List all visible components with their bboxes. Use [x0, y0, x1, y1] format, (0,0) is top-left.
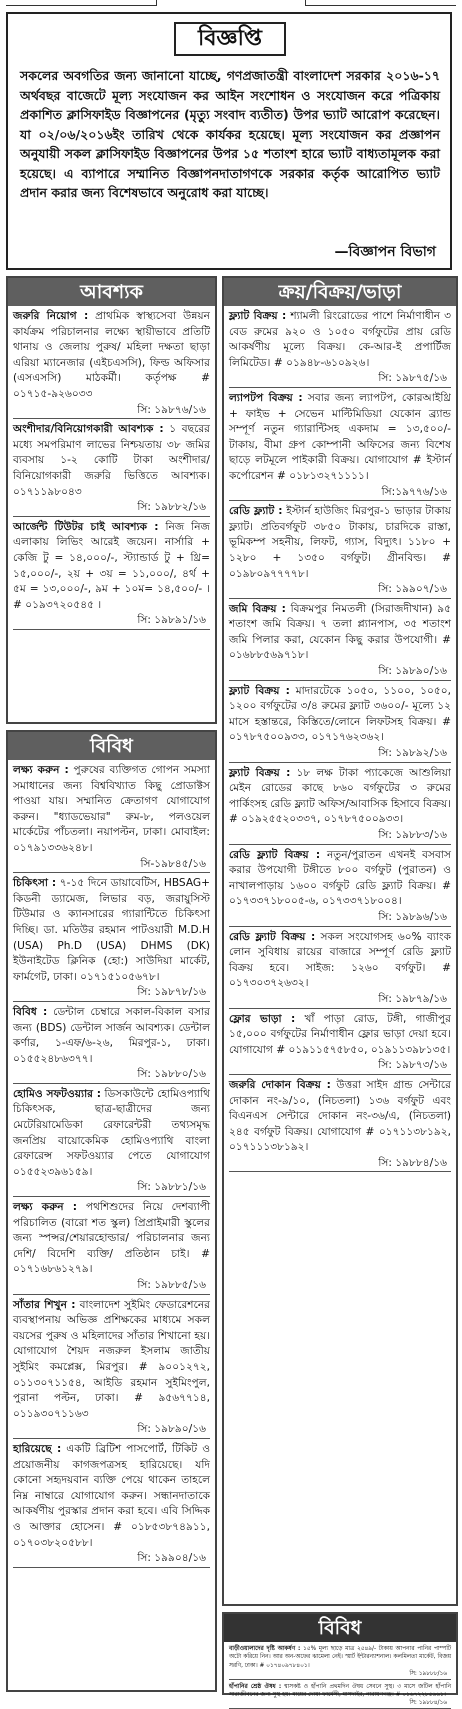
ad-body: পুরুষের ব্যক্তিগত গোপন সমস্যা সমাধানের জন্য বিশ্ববিখ্যাত কিছু প্রোডাক্টস পাওয়া যায়। সম্মানিত ক্রেতাগণ যোগাযোগ করুন। "ধ্যাডভেয়ার" রুম-৮, পলওয়েল মার্কেটের পাঁচতলা। নয়াপল্টন, ঢাকা। মোবাইল: ০১৭৯১৩৩৬২৪৮। — [13, 764, 210, 854]
ad-body: ৭-১৫ দিনে ডায়াবেটিস, HBSAG+ কিডনী ড্যামেজ, লিভার বড়, জরায়ুসিস্ট টিউমার ও ক্যানসারের গ্যারান্টিতে চিকিৎসা দিচ্ছি। ডা. মতিউর রহমান পাটওয়ারী M.D.H (USA) Ph.D (USA) DHMS (DK) ইউনাইটেড ক্লিনিক (হো:) সাউদিয়া মার্কেট, ফার্মগেট, ঢাকা। ০১৭১৫১০৫৬৭৮। — [13, 877, 210, 983]
bibidh-title-left: বিবিধ — [8, 732, 215, 760]
classified-ad — [229, 1012, 451, 1075]
ad-text — [229, 1012, 451, 1059]
ad-text — [13, 876, 210, 985]
ad-code: সি: ১৯৮৮৫/১৬ — [13, 1278, 210, 1295]
notice-signature: —বিজ্ঞাপন বিভাগ — [334, 244, 436, 260]
ad-code: সি: ১৯৮৭৬/১৬ — [13, 403, 210, 420]
ad-heading: ফ্ল্যাট বিক্রয় : — [229, 310, 287, 322]
avashyak-title: আবশ্যক — [8, 278, 215, 306]
classified-ad — [229, 848, 451, 927]
avashyak-ads — [8, 306, 215, 630]
edge-box-right — [305, 0, 456, 6]
ad-text — [13, 1200, 210, 1278]
ad-text — [229, 1078, 451, 1156]
ad-heading: রেডি ফ্ল্যাট বিক্রয় : — [229, 848, 321, 861]
ad-body: ডিসকাউন্টে হোমিওপ্যাথি চিকিৎসক, ছাত্র-ছাত্রীদের জন্য মেটেরিয়ামেডিকা রেফারেন্টরী তথ্যসমৃদ্ধ জনপ্রিয় বায়োকেমিক হোমিওপ্যাথি বাংলা রেফারেন্স সফটওয়্যার পেতে যোগাযোগ ০১৫৫২৩৯৬১৫৯। — [13, 1087, 210, 1178]
ad-code: সি: ১৯৮৮৪/১৬ — [229, 1156, 451, 1173]
classified-ad — [229, 1645, 451, 1680]
classified-ad — [229, 684, 451, 763]
vat-notice-box — [6, 12, 452, 270]
ad-text — [229, 309, 451, 371]
ad-heading: ফ্ল্যাট বিক্রয় : — [229, 766, 291, 779]
ad-body: ইস্টার্ন হাউজিং মিরপুর-১ ভাড়ার টাকায় ফ্ল্যাট। প্রতিবর্গফুট ৩৮৫০ টাকায়, চারদিকে রাস্তা, ভূমিকম্প সহনীয়, লিফট, গ্যাস, বিদ্যুৎ। ১১৮০ + ১২৮০ + ১৩৫০ বর্গফুট। গ্রীনবিল্ড। # ০১৯৮০৯৭৭৭৭৮। — [229, 505, 451, 580]
ad-text — [13, 520, 210, 614]
ad-text — [13, 1442, 210, 1551]
ad-heading: অংশীদার/বিনিয়োগকারী আবশ্যক : — [13, 423, 164, 436]
ad-heading: ফ্ল্যাট বিক্রয় : — [229, 684, 290, 697]
notice-title: বিজ্ঞপ্তি — [174, 22, 286, 56]
ad-code: সি: ১৯৮৮০/১৬ — [13, 1067, 210, 1084]
classified-ad — [13, 1442, 210, 1568]
ad-heading: ফ্লোর ভাড়া : — [229, 1012, 296, 1025]
ad-body: উত্তরা সাইদ গ্রান্ড সেন্টারে দোকান নং-৯/১০, (নিচতলা) ১৩৬ বর্গফুট এবং বিএনএস সেন্টারে দোকান নং-৩৬/এ, (নিচতলা) ২৪৫ বর্গফুট বিক্রয়। যোগাযোগ # ০১৭১১৩৮১৯২, ০১৭১১১৩৮১৯২। — [229, 1078, 451, 1154]
ad-body: বাংলাদেশ সুইমিং ফেডারেশনের ব্যবস্থাপনায় অভিজ্ঞ প্রশিক্ষকের মাধ্যমে সকল বয়সের পুরুষ ও মহিলাদের সাঁতার শিখানো হয়। যোগাযোগ শৈয়দ নজরুল ইসলাম জাতীয় সুইমিং কমপ্লেক্স, মিরপুর। # ৯০০১২৭২, ০১১৩০৭১১৫৪, আইডি রহমান সুইমিংপুল, পুরানা পল্টন, ঢাকা। # ৯৫৬৭৭১৪, ০১১৯৩০৭১১৬৩ — [13, 1298, 210, 1420]
ad-code: সি: ১৯৮৮৩/১৬ — [229, 828, 451, 845]
ad-code: সি: ১৯৮৮৮/১৬ — [229, 1670, 451, 1679]
classified-ad — [13, 309, 210, 419]
ad-text — [229, 602, 451, 664]
ad-text — [229, 848, 451, 910]
ad-heading: লক্ষ্য করুন : — [13, 764, 69, 776]
ad-code: সি: ১৯৯০৪/১৬ — [13, 1551, 210, 1568]
ad-heading: রেডি ফ্ল্যাট বিক্রয় : — [229, 930, 316, 943]
ad-body: ১৮ লক্ষ টাকা প্যাকেজে আশুলিয়া মেইন রোডের কাছে ৮৬০ বর্গফুটের ৩ রুমের পার্কিংসহ রেডি ফ্ল্যাট অফিস/আবাসিক হিসাবে বিক্রয়। # ০১৯২৫৫২০৩৩৭, ০১৭৮৭৫০০৯৩৩। — [229, 766, 451, 826]
classified-ad — [229, 766, 451, 845]
kroy-title: ক্রয়/বিক্রয়/ভাড়া — [224, 278, 456, 306]
ad-code: সি: ১৯৮৮৪/১৬ — [229, 1699, 451, 1708]
ad-text — [229, 930, 451, 992]
ad-code: সি: ১৯৮৯৬/১৬ — [229, 910, 451, 927]
ad-code: সি: ১৯৮৭৯/১৬ — [229, 992, 451, 1009]
classified-ad — [13, 422, 210, 517]
ad-code: সি: ১৯৮৭৮/১৬ — [13, 985, 210, 1002]
classified-ad — [13, 520, 210, 630]
ad-body: বিক্রমপুর নিমতলী (সিরাজদীখান) ৯৫ শতাংশ জমি বিক্রয়। ৭ তলা প্ল্যানপাস, ৩৫ শতাংশ জমি পিলার করা, যেকোন কিছু করার উপযোগী। # ০১৬৮৮৫৬৯৭১৮। — [229, 602, 452, 662]
ad-heading: সাঁতার শিখুন : — [13, 1298, 76, 1311]
classified-ad — [13, 763, 210, 873]
ad-heading: জমি বিক্রয় : — [229, 602, 286, 615]
ad-text — [13, 1087, 210, 1181]
ad-code: সি: ১৯৮৭৫/১৬ — [229, 371, 451, 388]
ad-body: একটি ব্রিটিশ পাসপোর্ট, টিকিট ও প্রয়োজনীয় কাগজপত্রসহ হারিয়েছে। যদি কোনো সহৃদয়বান ব্যক্তি পেয়ে থাকেন তাহলে নিম্ন নাম্বারে যোগাযোগ করুন। সন্ধানদাতাকে আকর্ষণীয় পুরস্কার প্রদান করা হবে। এবি সিদ্দিক ও আক্তার হোসেন। # ০১৮৫৩৮৭৪৯১১, ০১৭০৩৮২০৫৮৮। — [13, 1442, 210, 1549]
bibidh-ads-left — [8, 760, 215, 1568]
kroy-column — [222, 276, 458, 1606]
bibidh-column-left — [6, 730, 217, 1692]
ad-heading: হারিয়েছে : — [13, 1442, 62, 1455]
ad-text — [13, 763, 210, 857]
ad-body: ডেন্টাল চেম্বারে সকাল-বিকাল বসার জন্য (BDS) ডেন্টাল সার্জন আবশ্যক। ডেন্টাল কর্ণার, ১-এফ/৬-২৬, মিরপুর-১, ঢাকা। ০১৫৫২৪৮৬৩৭৭। — [13, 1005, 210, 1065]
ad-body: প্রাথমিক স্বাস্থ্যসেবা উন্নয়ন কার্যক্রম পরিচালনার লক্ষ্যে স্থায়ীভাবে প্রতিটি থানায় ও জেলায় পুরুষ/ মহিলা দক্ষতা ছাড়া এরিয়া ম্যানেজার (এইচএসসি), ফিল্ড অফিসার (এসএসসি) মাঠকর্মী। কর্তৃপক্ষ # ০১৭১৫-৯২৬০৩৩ — [13, 310, 210, 400]
classified-ad — [13, 1200, 210, 1295]
classified-ad — [13, 1298, 210, 1439]
ad-body: ১ বছরের মধ্যে সমপরিমাণ লাভের নিশ্চয়তায় ৩৮ জমির ব্যবসায় ১-২ কোটি টাকা অংশীদার/বিনিয়োগকারী জরুরি ভিত্তিতে আবশ্যক। ০১৭১১৯৮০৪৩ — [13, 423, 210, 498]
notice-body: সকলের অবগতির জন্য জানানো যাচ্ছে, গণপ্রজাতন্ত্রী বাংলাদেশ সরকার ২০১৬-১৭ অর্থবছর বাজেটে মূল্য সংযোজন কর আইন সংশোধন ও সংযোজন করে পত্রিকায় প্রকাশিত ক্লাসিফাইড বিজ্ঞাপনের (মৃত্যু সংবাদ ব্যতীত) উপর ভ্যাট আরোপ করেছেন। যা ০২/০৬/২০১৬ইং তারিখ থেকে কার্যকর হয়েছে। মূল্য সংযোজন কর প্রজ্ঞাপন অনুযায়ী সকল ক্লাসিফাইড বিজ্ঞাপনের উপর ১৫ শতাংশ হারে ভ্যাট বাধ্যতামূলক করা হয়েছে। এ ব্যাপারে সম্মানিত বিজ্ঞাপনদাতাগণকে সরকার কর্তৃক আরোপিত ভ্যাট প্রদান করার জন্য বিশেষভাবে অনুরোধ করা যাচ্ছে। — [20, 68, 440, 200]
ad-body: সকল সংযোগসহ ৬০% ব্যাংক লোন সুবিধায় রায়ের বাজারে সম্পূর্ণ রেডি ফ্ল্যাট বিক্রয় হবে। সাইজ: ১২৬০ বর্গফুট। # ০১৭৩০৩৭২৬৩২। — [229, 930, 451, 990]
ad-text — [13, 422, 210, 500]
avashyak-column — [6, 276, 217, 724]
ad-code: সি: ১৯৮৯০/১৬ — [13, 1422, 210, 1439]
ad-code: সি: ১৯৮৮১/১৬ — [13, 1180, 210, 1197]
ad-text — [229, 684, 451, 746]
ad-heading: ল্যাপটপ বিক্রয় : — [229, 391, 303, 404]
classified-ad — [229, 1683, 451, 1709]
classified-ad — [229, 602, 451, 681]
bibidh-ads-right — [224, 1642, 456, 1709]
ad-code: সি: ১৯৮৯২/১৬ — [229, 746, 451, 763]
classified-ad — [13, 1005, 210, 1084]
ad-heading: হাঁপানির শ্রেষ্ঠ ঔষধ : — [229, 1683, 282, 1690]
ad-body: খাঁ পাড়া রোড, টঙ্গী, গাজীপুর ১৫,০০০ বর্গফুটের নির্মাণাধীন ফ্লোর ভাড়া দেয়া হবে। যোগাযোগ # ০১৯১১৫৭৫৮৫০, ০১৯১১৩৯৮১৩৫। — [229, 1012, 452, 1056]
ad-body: সবার জন্য ল্যাপটপ, কোরআইথ্রি + ফাইভ + সেভেন মাল্টিমিডিয়া যেকোন ব্র্যান্ড সম্পূর্ণ নতুন গ্যারান্টিসহ একদাম = ১৩,৫০০/- টাকায়, বীমা গ্রুপ কোম্পানী অফিসের জন্য বিশেষ ছাড়ে লটমূলে পাইকারী বিক্রয়। যোগাযোগ # ইস্টার্ন কর্পোরেশন # ০১৮১৩২৭১১১১। — [229, 391, 451, 482]
ad-text — [229, 504, 451, 582]
ad-heading: জরুরি দোকান বিক্রয় : — [229, 1078, 331, 1091]
ad-heading: আর্জেন্ট টিউটর চাই আবশ্যক : — [13, 520, 159, 533]
ad-code: সি: ১৯৮৯১/১৬ — [13, 613, 210, 630]
ad-heading: চিকিৎসা : — [13, 877, 57, 890]
bibidh-title-right: বিবিধ — [224, 1614, 456, 1642]
classified-ad — [13, 1087, 210, 1197]
classified-ad — [229, 930, 451, 1009]
classified-ad — [229, 504, 451, 599]
ad-code: সি:১৯৭৭৬/১৬ — [229, 485, 451, 502]
ad-text — [229, 391, 451, 485]
classified-ad — [229, 391, 451, 501]
ad-body: শ্বাসকষ্ট ও হাঁপানি প্রথমদিন ঔষধ সেবনে সুস্থ। ৩ মাসে জটিল হাঁপানি সারাজীবনের জন্য সুস্থ হয়। মায়ের দোয়া ফার্মেসী, মাসদাইর, নারায়ণগঞ্জ। # ০১৬৭২২৮৫৬৬১। — [229, 1683, 452, 1699]
ad-text — [13, 309, 210, 403]
ad-text — [13, 1005, 210, 1067]
bibidh-column-right — [222, 1612, 458, 1707]
ad-heading: জরুরি নিয়োগ : — [13, 310, 89, 322]
ad-heading: বিবিধ : — [13, 1005, 48, 1018]
ad-body: পথশিশুদের নিয়ে দেশব্যাপী পরিচালিত (বারো শত স্কুল) প্রিপ্রাইমারী স্কুলের জন্য স্পন্সর/শেয়ারহোল্ডার/ পরিচালনার জন্য দেশি/ বিদেশি ব্যক্তি/ প্রতিষ্ঠান চাই। # ০১৭১৬৮৬১২৭৯। — [13, 1201, 210, 1276]
previous-section-edge — [6, 0, 456, 6]
ad-body: শ্যামলী রিংরোডের পাশে নির্মাণাধীন ৩ বেড রুমের ৯২০ ও ১০৫০ বর্গফুটের প্রায় রেডি আকর্ষণীয় মূল্যে বিক্রয়। কে-আর-ই প্রপার্টিজ লিমিটেড। # ০১৯৪৮-৬১০৯২৬। — [229, 310, 452, 369]
ad-text — [229, 1645, 451, 1670]
ad-code: সি: ১৯৮৯০/১৬ — [229, 664, 451, 681]
classified-ad — [229, 309, 451, 388]
ad-body: মাদারটেকে ১০৫০, ১১০০, ১০৫০, ১২০০ বর্গফুটের ৩/৪ রুমের ফ্ল্যাট ৩৬০০/- মূল্যে ১২ মাসে হস্তান্তরে, কিস্তিতে/লোনে লিফটসহ বিক্রয়। # ০১৭৮৭৫০০৯৩৩, ০১৭১৭৬২৩৬২। — [229, 684, 451, 744]
ad-heading: হোমিও সফটওয়্যার : — [13, 1087, 101, 1100]
ad-code: সি-১৯৮৪৫/১৬ — [13, 857, 210, 874]
ad-text — [229, 766, 451, 828]
ad-heading: লক্ষ্য করুন : — [13, 1201, 78, 1214]
ad-body: নিজ নিজ এলাকায় লিভিং আরেই জয়েন। নার্সারি + কেজি টু = ১৪,০০০/-, স্ট্যান্ডার্ড টু + থ্রি= ১৫,০০০/-, ২য় + ৩য় = ১১,০০০/, ৪র্থ + ৫ম = ১৩,০০০/-, ৯ম + ১০ম= ১৪,৫০০/- । # ০১৯৩৭২০৫৪৫ । — [13, 520, 211, 611]
ad-code: সি: ১৯৮৭৩/১৬ — [229, 1058, 451, 1075]
ad-text — [229, 1683, 451, 1700]
ad-heading: রেডি ফ্ল্যাট : — [229, 505, 283, 518]
ad-body: নতুন/পুরাতন এখনই বসবাস করার উপযোগী টঙ্গীতে ৮০০ বর্গফুট (পুরাতন) ও নাখালপাড়ায় ১৬০০ বর্গফুট রেডি ফ্ল্যাট বিক্রয়। # ০১৭৩৩৭১৮০০৫-৬, ০১৭৩৩৭১৮০০৪। — [229, 848, 451, 908]
classified-ad — [13, 876, 210, 1002]
ad-body: ১৫% মূল্য ছাড়ে মাত্র ২৫৪৯/- টাকায় আপনার পানির পাম্পটি অটো করিয়ে নিন। আর অন-অফের ঝামেলা নেই। স্মার্ট ইন্টারন্যাশনাল। কলমিলতা মার্কেট, বিজয় সরণি, ঢাকা। # ০১৭৪০৯৭৮৪০১। — [229, 1646, 452, 1669]
ad-heading: বাড়ীওয়ালাদের দৃষ্টি আকর্ষণ : — [229, 1646, 301, 1652]
ad-code: সি: ১৯৯০৭/১৬ — [229, 582, 451, 599]
classified-ad — [229, 1078, 451, 1173]
ad-text — [13, 1298, 210, 1423]
ad-code: সি: ১৯৮৮২/১৬ — [13, 500, 210, 517]
kroy-ads — [224, 306, 456, 1172]
edge-box-left — [6, 0, 157, 6]
